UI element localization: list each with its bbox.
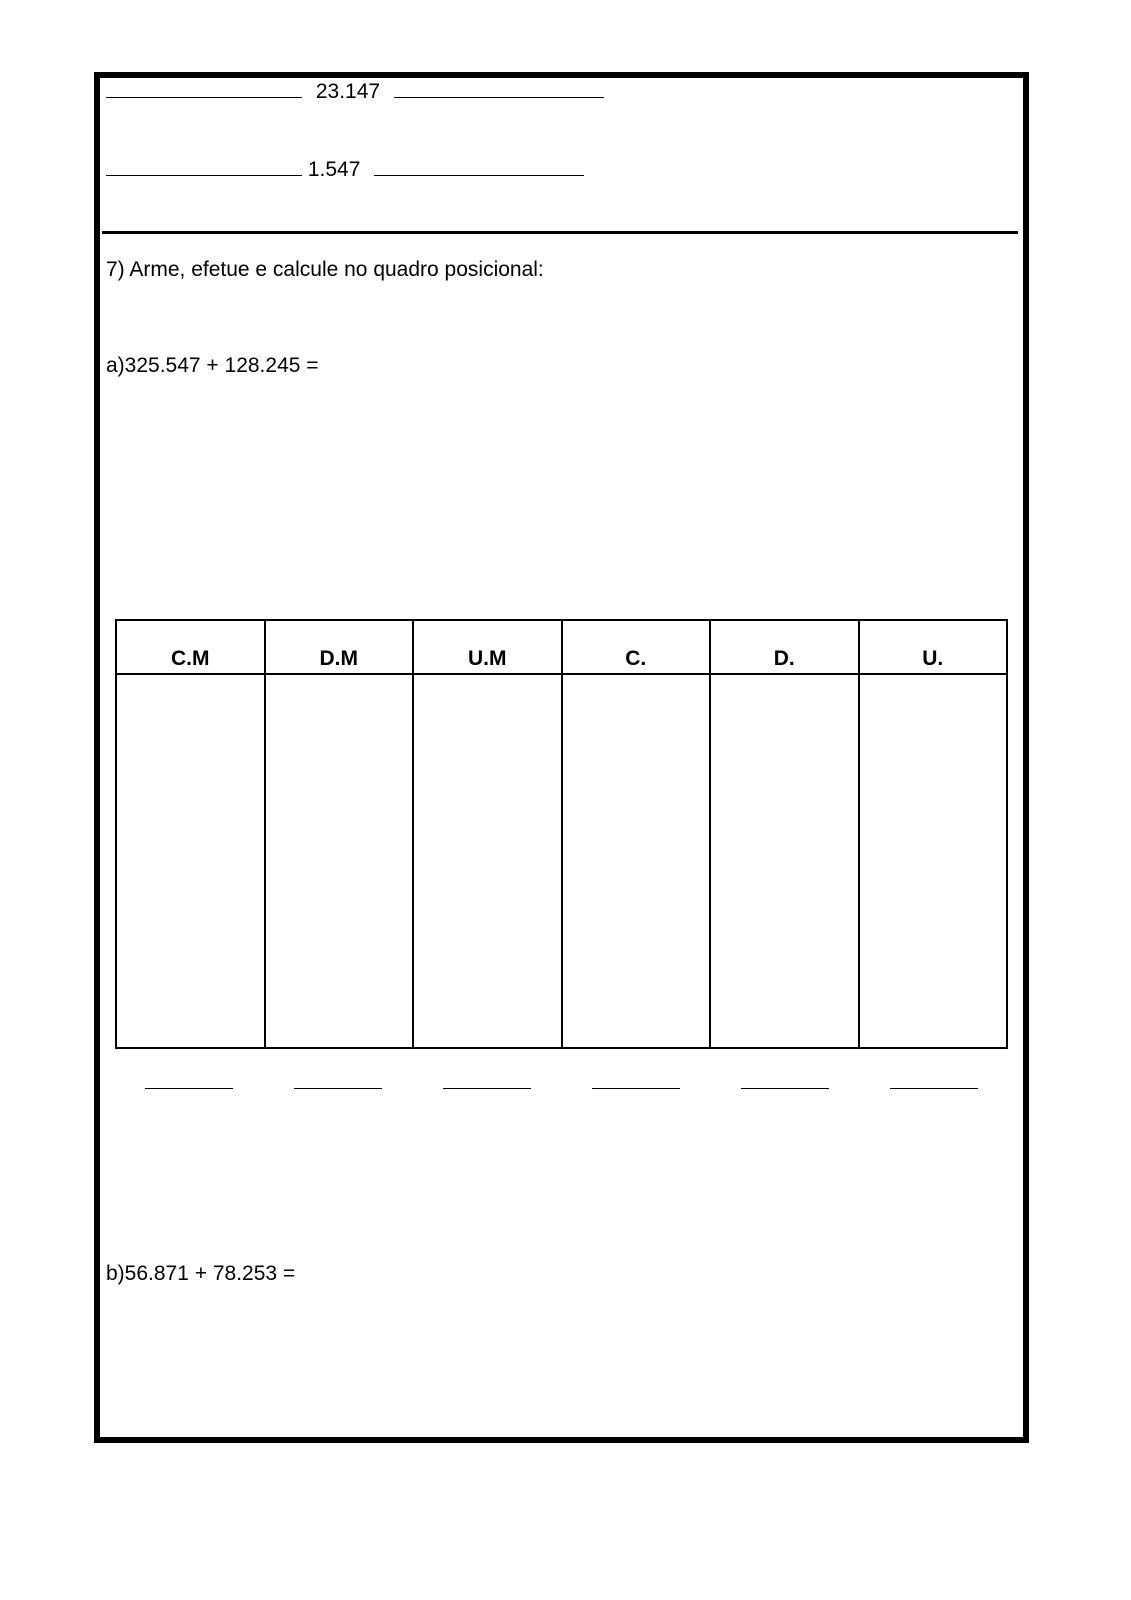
column-header-u: U. (859, 620, 1008, 674)
column-header-cm: C.M (116, 620, 265, 674)
board-cell-c[interactable] (562, 674, 711, 1048)
column-header-dm: D.M (265, 620, 414, 674)
column-header-c: C. (562, 620, 711, 674)
column-header-um: U.M (413, 620, 562, 674)
board-cell-d[interactable] (710, 674, 859, 1048)
number-line-1 (106, 80, 604, 104)
answer-blank-um[interactable] (443, 1087, 531, 1089)
exercise-b: b)56.871 + 78.253 = (106, 1262, 296, 1285)
answer-blank-c[interactable] (592, 1087, 680, 1089)
board-cell-cm[interactable] (116, 674, 265, 1048)
answer-blank-left[interactable] (106, 174, 302, 176)
section-divider (102, 231, 1018, 234)
number-line-2 (106, 158, 584, 182)
exercise-a: a)325.547 + 128.245 = (106, 354, 319, 377)
number-value: 1.547 (307, 158, 361, 181)
answer-blank-row (115, 1087, 1008, 1089)
place-value-board (115, 619, 1008, 1049)
board-cell-um[interactable] (413, 674, 562, 1048)
answer-blank-left[interactable] (106, 96, 302, 98)
answer-blank-d[interactable] (741, 1087, 829, 1089)
board-cell-u[interactable] (859, 674, 1008, 1048)
answer-blank-u[interactable] (890, 1087, 978, 1089)
answer-blank-cm[interactable] (145, 1087, 233, 1089)
answer-blank-dm[interactable] (294, 1087, 382, 1089)
answer-blank-right[interactable] (374, 174, 584, 176)
question-prompt: 7) Arme, efetue e calcule no quadro posicional: (106, 258, 544, 281)
board-cell-dm[interactable] (265, 674, 414, 1048)
column-header-d: D. (710, 620, 859, 674)
answer-blank-right[interactable] (394, 96, 604, 98)
number-value: 23.147 (315, 80, 381, 103)
